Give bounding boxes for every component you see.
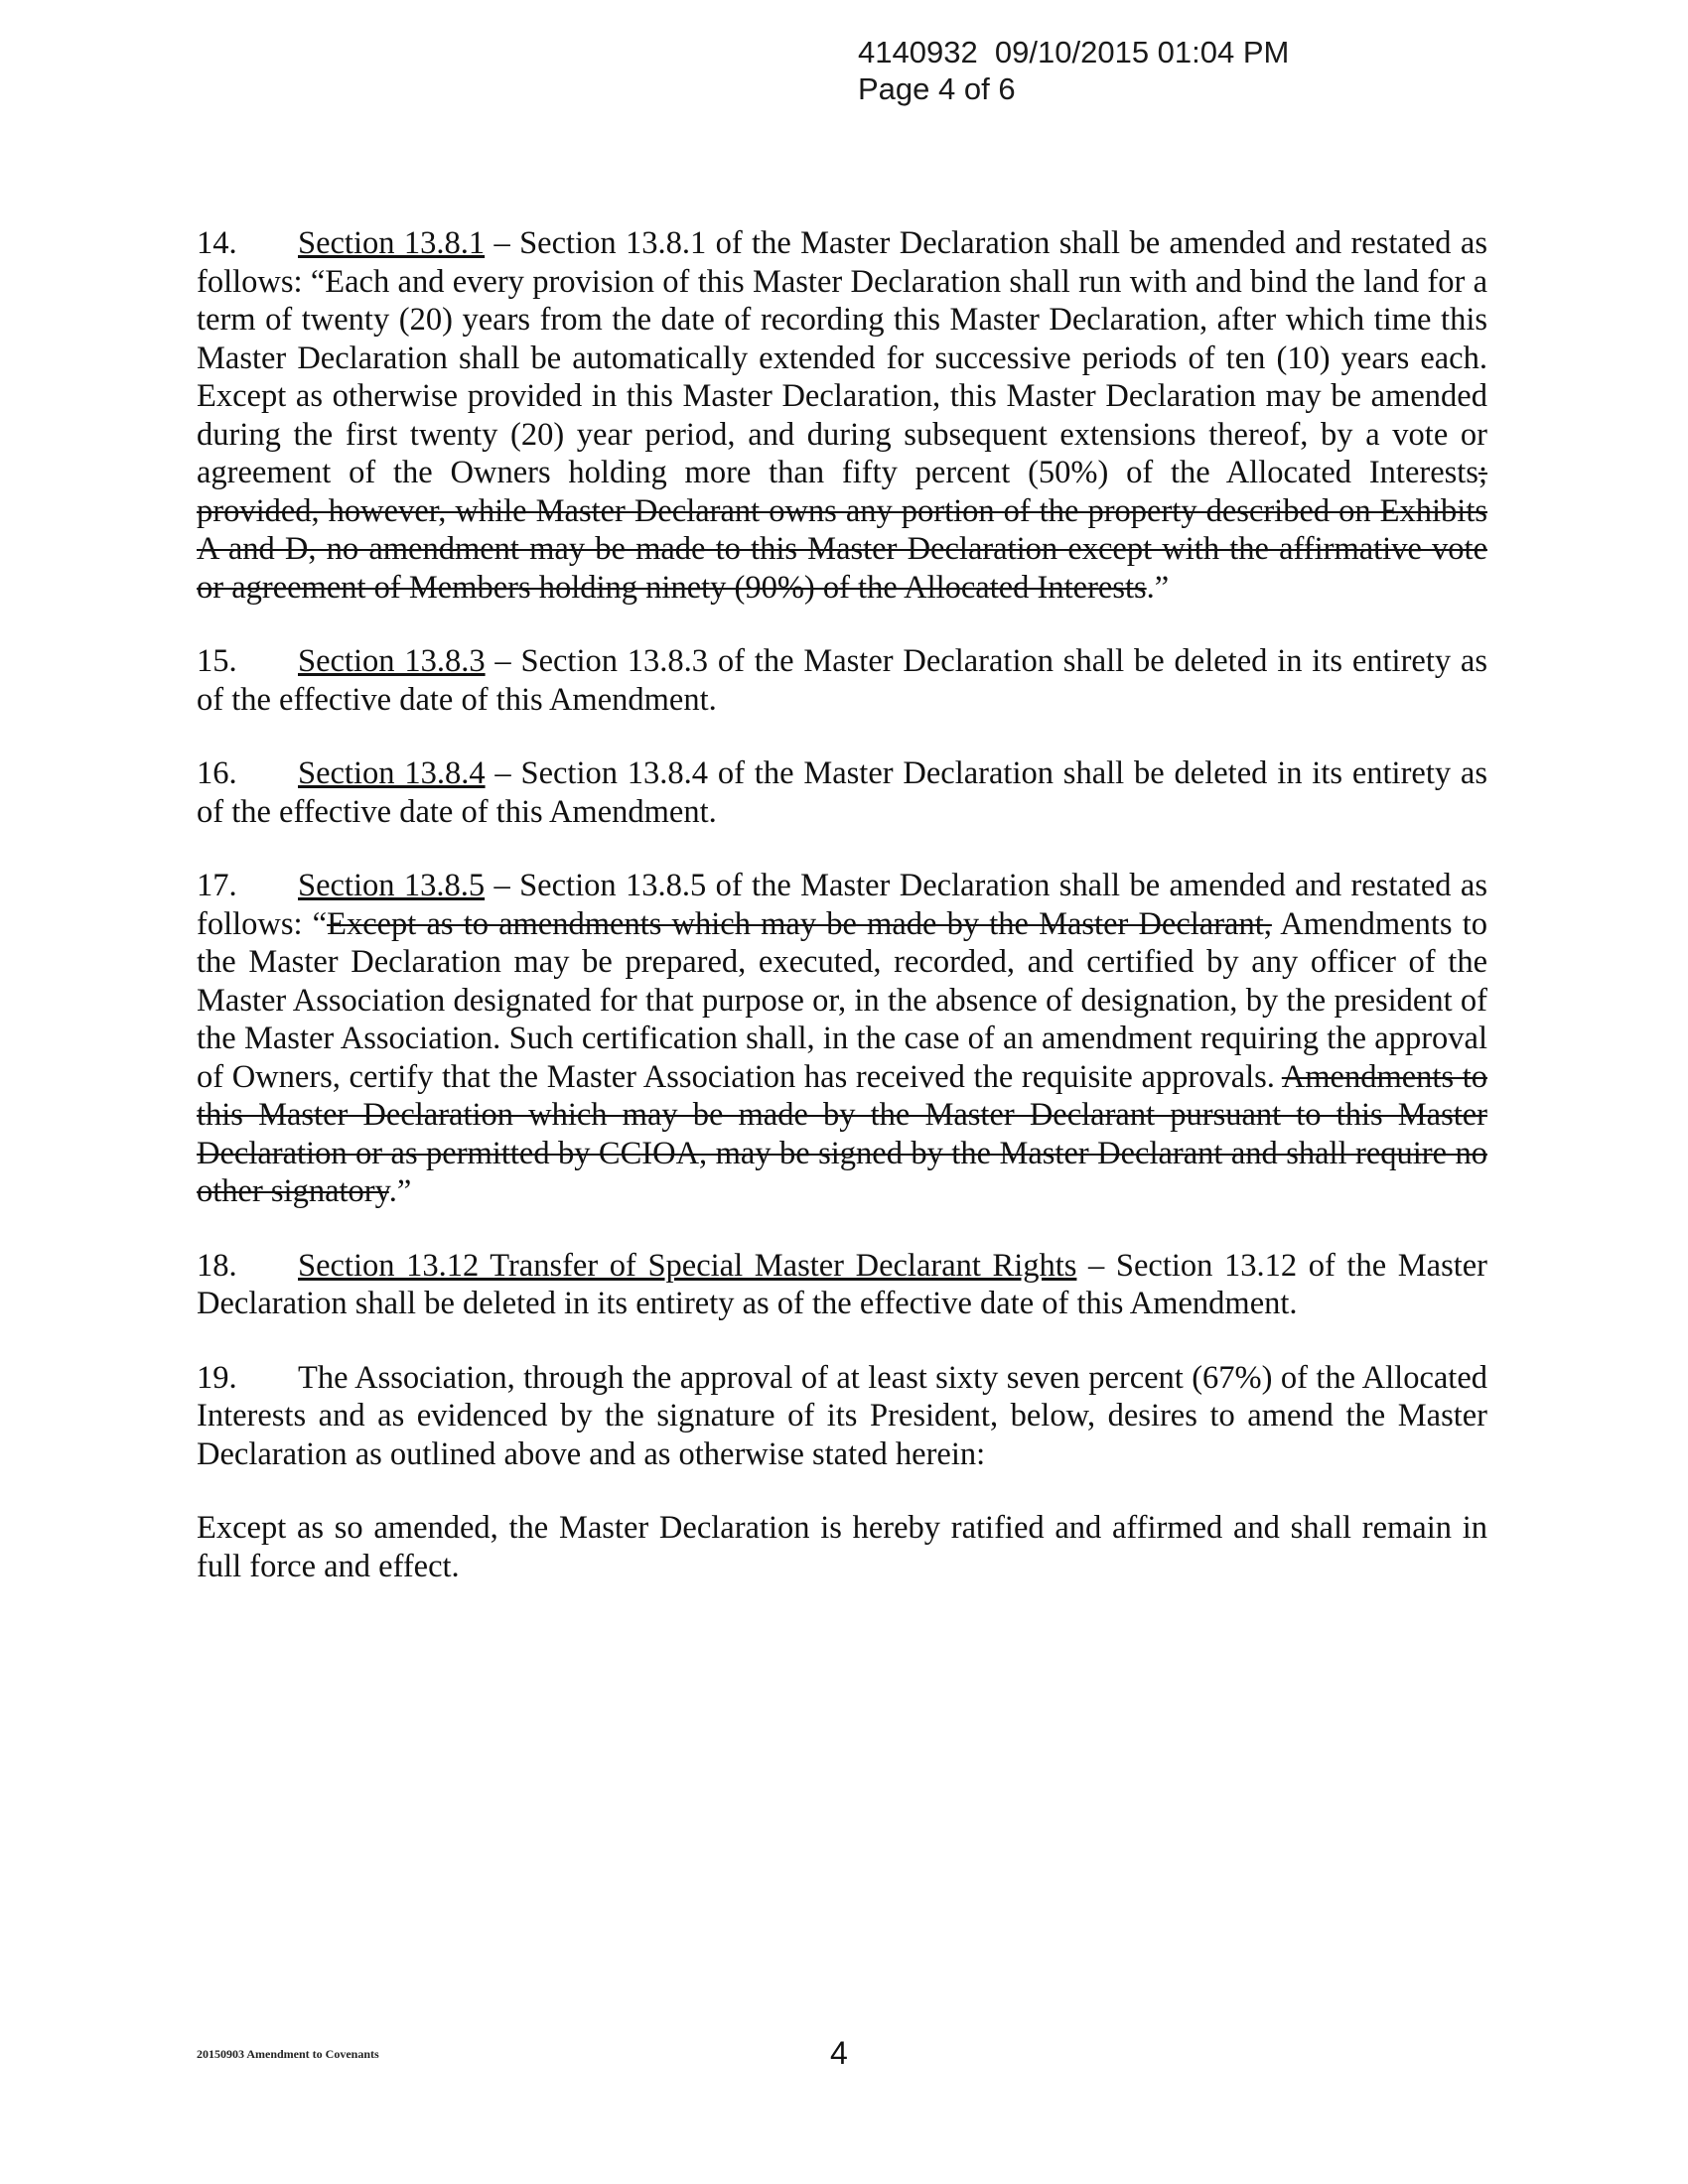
page-of-label: Page 4 of 6 [858,71,1016,106]
paragraph-17 [197,867,1487,1211]
doc-number: 4140932 [858,35,978,69]
paragraph-number: 14. [197,225,237,261]
paragraph-number: 19. [197,1359,237,1396]
paragraph-text: .” [1146,569,1170,606]
footer-document-ref: 20150903 Amendment to Covenants [197,2047,379,2061]
paragraph-text: – Section 13.8.5 of the Master Declaration shall be amended and restated as follows: “ [197,868,1487,942]
recording-stamp [858,34,1289,107]
page-number: 4 [830,2035,848,2071]
paragraph-number: 16. [197,755,237,791]
recording-line [858,34,1289,70]
section-heading: Section 13.12 Transfer of Special Master Declarant Rights [298,1247,1077,1284]
paragraph-14 [197,224,1487,607]
paragraph-text: .” [388,1173,412,1209]
paragraph-text: Amendments to the Master Declaration may be prepared, executed, recorded, and certified by any officer of the Master Association designated for that purpose or, in the absence of designation, by the president of the Master Association. Such certification shall, in the case of an amendment requiring the approval of Owners, certify that the Master Association has received the requisite approvals. [197,905,1487,1095]
paragraph-16 [197,754,1487,831]
paragraph-19 [197,1359,1487,1474]
paragraph-text: – Section 13.8.3 of the Master Declaration shall be deleted in its entirety as of the effective date of this Amendment. [197,643,1488,718]
paragraph-text: – Section 13.12 of the Master Declaration shall be deleted in its entirety as of the effective date of this Amendment. [197,1247,1487,1321]
section-heading: Section 13.8.4 [298,755,486,791]
section-heading: Section 13.8.5 [298,868,486,903]
paragraph-number: 18. [197,1247,237,1284]
paragraph-15 [197,642,1487,719]
struck-text: Except as to amendments which may be made by the Master Declarant, [327,905,1272,942]
paragraph-18 [197,1247,1487,1323]
section-heading: Section 13.8.1 [298,225,486,261]
section-heading: Section 13.8.3 [298,643,486,679]
paragraph-number: 17. [197,868,237,903]
struck-text: ; provided, however, while Master Declarant owns any portion of the property described on Exhibits A and D, no amendment may be made to this Master Declaration except with the affirmative vote or agreement of Members holding ninety (90%) of the Allocated Interests [197,455,1487,606]
recording-datetime: 09/10/2015 01:04 PM [994,35,1290,69]
struck-text: Amendments to this Master Declaration which may be made by the Master Declarant pursuant to this Master Declaration or as permitted by CCIOA, may be signed by the Master Declarant and shall require no other signatory [197,1058,1488,1209]
document-body [197,224,1487,1621]
paragraph-number: 15. [197,643,237,679]
paragraph-text: The Association, through the approval of at least sixty seven percent (67%) of the Allocated Interests and as evidenced by the signature of its President, below, desires to amend the Master Declaration as outlined above and as otherwise stated herein: [197,1359,1487,1472]
paragraph-text: – Section 13.8.4 of the Master Declaration shall be deleted in its entirety as of the effective date of this Amendment. [197,755,1488,830]
closing-paragraph: Except as so amended, the Master Declaration is hereby ratified and affirmed and shall remain in full force and effect. [197,1510,1487,1584]
paragraph-text: – Section 13.8.1 of the Master Declaration shall be amended and restated as follows: “Each and every provision of this Master Declaration shall run with and bind the land for a term of twenty (20) years from the date of recording this Master Declaration, after which time this Master Declaration shall be automatically extended for successive periods of ten (10) years each. Except as otherwise provided in this Master Declaration, this Master Declaration may be amended during the first twenty (20) year period, and during subsequent extensions thereof, by a vote or agreement of the Owners holding more than fifty percent (50%) of the Allocated Interests [197,225,1487,490]
